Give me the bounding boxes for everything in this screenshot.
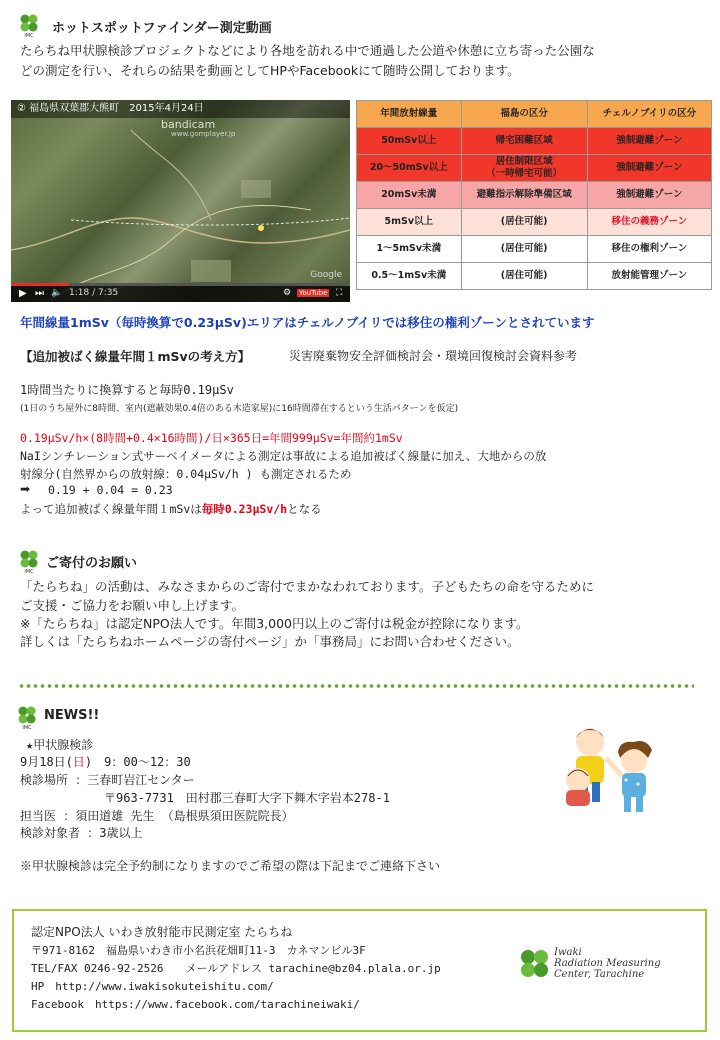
chernobyl-cell: 強制避難ゾーン <box>587 182 711 209</box>
concept-conclusion <box>20 501 322 517</box>
hotspot-desc-2: どの測定を行い、それらの結果を動画としてHPやFacebookにて随時公開しております。 <box>20 63 520 78</box>
fukushima-cell: 帰宅困難区域 <box>461 128 587 155</box>
conclusion-post: となる <box>287 502 322 516</box>
video-player[interactable] <box>11 100 350 302</box>
concept-formula: 0.19μSv/h×(8時間+0.4×16時間)/日×365日=年間999μSv=年間約1mSv <box>20 431 403 445</box>
table-header: 福島の区分 <box>461 101 587 128</box>
children-illustration <box>556 718 668 818</box>
table-row <box>357 236 712 263</box>
dose-cell: 5mSv以上 <box>357 209 462 236</box>
donation-line-1: 「たらちね」の活動は、みなさまからのご寄付でまかなわれております。子どもたちの命を守るために <box>20 579 595 594</box>
fullscreen-icon[interactable]: ⛶ <box>336 288 343 298</box>
news-heading: ★甲状腺検診 <box>26 738 94 752</box>
concept-line-1: 1時間当たりに換算すると毎時0.19μSv <box>20 383 234 397</box>
volume-icon[interactable]: 🔈 <box>51 288 63 298</box>
footer-org: 認定NPO法人 いわき放射能市民測定室 たらちね <box>31 925 293 939</box>
dose-cell: 50mSv以上 <box>357 128 462 155</box>
footer-address: 〒971-8162 福島県いわき市小名浜花畑町11-3 カネマンビル3F <box>31 944 366 957</box>
play-icon[interactable]: ▶ <box>19 288 27 299</box>
footer-tel-email[interactable]: TEL/FAX 0246-92-2526 メールアドレス tarachine@bz04.plala.or.jp <box>31 962 441 975</box>
clover-logo-icon <box>18 12 40 38</box>
dose-cell: 20mSv未満 <box>357 182 462 209</box>
chernobyl-cell: 移住の義務ゾーン <box>587 209 711 236</box>
donation-line-2: ご支援・ご協力をお願い申し上げます。 <box>20 598 245 613</box>
dose-cell: 1～5mSv未満 <box>357 236 462 263</box>
news-address: 〒963-7731 田村郡三春町大字下舞木字岩本278-1 <box>104 791 390 805</box>
donation-line-3: ※「たらちね」は認定NPO法人です。年間3,000円以上のご寄付は税金が控除になります。 <box>20 616 529 631</box>
hotspot-desc-1: たらちね甲状腺検診プロジェクトなどにより各地を訪れる中で通過した公道や休憩に立ち寄った公園な <box>20 43 595 58</box>
logo-line-2: Radiation Measuring <box>554 958 661 969</box>
news-title: NEWS!! <box>44 708 100 723</box>
clover-logo-icon <box>18 548 40 574</box>
footer-box <box>12 909 707 1032</box>
chernobyl-cell: 強制避難ゾーン <box>587 155 711 182</box>
date-day: 日 <box>72 755 85 769</box>
date-post: ) 9：00～12：30 <box>84 755 191 769</box>
concept-note: (1日のうち屋外に8時間、室内(遮蔽効果0.4倍のある木造家屋)に16時間滞在するという生活パターンを仮定) <box>20 404 459 414</box>
footer-logo-text <box>554 947 661 980</box>
news-target: 検診対象者 ：3歳以上 <box>20 826 143 840</box>
dose-cell: 0.5～1mSv未満 <box>357 263 462 290</box>
watermark: bandicam <box>161 118 216 131</box>
donation-title: ご寄付のお願い <box>46 556 138 571</box>
table-header: チェルノブイリの区分 <box>587 101 711 128</box>
concept-line-3: 射線分(自然界からの放射線：0.04μSv/h ) も測定されるため <box>20 467 352 481</box>
table-header: 年間放射線量 <box>357 101 462 128</box>
concept-line-2: NaIシンチレーション式サーベイメータによる測定は事故による追加被ばく線量に加え、大地からの放 <box>20 449 547 463</box>
clover-logo-icon <box>16 704 38 730</box>
footer-facebook-link[interactable]: Facebook https://www.facebook.com/tarachineiwaki/ <box>31 998 360 1011</box>
news-doctor: 担当医 ：須田道雄 先生 （島根県須田医院院長） <box>20 809 294 823</box>
dose-cell: 20～50mSv以上 <box>357 155 462 182</box>
fukushima-cell: (居住可能) <box>461 209 587 236</box>
table-row <box>357 209 712 236</box>
date-pre: 9月18日( <box>20 755 73 769</box>
fukushima-cell: (居住可能) <box>461 263 587 290</box>
concept-calc: 0.19 + 0.04 = 0.23 <box>48 483 173 497</box>
fukushima-cell: 居住制限区域 （一時帰宅可能） <box>461 155 587 182</box>
fukushima-cell: 避難指示解除準備区域 <box>461 182 587 209</box>
concept-source: 災害廃棄物安全評価検討会・環境回復検討会資料参考 <box>289 349 578 363</box>
video-caption: ② 福島県双葉郡大熊町 2015年4月24日 <box>11 100 350 118</box>
zone-table <box>356 100 712 290</box>
chernobyl-cell: 移住の権利ゾーン <box>587 236 711 263</box>
clover-logo-icon <box>516 947 554 981</box>
next-icon[interactable]: ⏭ <box>35 288 44 299</box>
fukushima-cell: (居住可能) <box>461 236 587 263</box>
table-row <box>357 155 712 182</box>
conclusion-pre: よって追加被ばく線量年間１mSvは <box>20 502 202 516</box>
video-time: 1:18 / 7:35 <box>69 288 119 298</box>
google-mark: Google <box>310 270 342 280</box>
dotted-divider <box>18 684 694 688</box>
donation-line-4: 詳しくは「たらちねホームページの寄付ページ」か「事務局」にお問い合わせください。 <box>20 634 520 649</box>
news-notice: ※甲状腺検診は完全予約制になりますのでご希望の際は下記までご連絡下さい <box>20 859 441 873</box>
youtube-logo[interactable]: YouTube <box>299 289 328 297</box>
svg-text:IMC: IMC <box>24 569 34 574</box>
svg-text:IMC: IMC <box>22 725 32 730</box>
blue-statement: 年間線量1mSv（毎時換算で0.23μSv)エリアはチェルノブイリでは移住の権利ゾーンとされています <box>20 315 595 330</box>
arrow-icon: ➡ <box>20 482 31 496</box>
conclusion-highlight: 毎時0.23μSv/h <box>201 502 288 516</box>
logo-line-1: Iwaki <box>554 947 582 958</box>
news-place: 検診場所 ：三春町岩江センター <box>20 773 195 787</box>
settings-icon[interactable]: ⚙ <box>283 288 292 298</box>
svg-text:IMC: IMC <box>24 33 34 38</box>
logo-line-3: Center, Tarachine <box>554 969 645 980</box>
table-header-row <box>357 101 712 128</box>
watermark-url: www.gomplayer.jp <box>171 130 236 138</box>
footer-homepage-link[interactable]: HP http://www.iwakisokuteishitu.com/ <box>31 980 274 993</box>
table-row <box>357 263 712 290</box>
news-date <box>20 753 191 770</box>
chernobyl-cell: 強制避難ゾーン <box>587 128 711 155</box>
hotspot-title: ホットスポットファインダー測定動画 <box>52 21 272 36</box>
table-row <box>357 182 712 209</box>
table-row <box>357 128 712 155</box>
concept-title: 【追加被ばく線量年間１mSvの考え方】 <box>20 349 251 364</box>
chernobyl-cell: 放射能管理ゾーン <box>587 263 711 290</box>
video-control-bar <box>11 286 350 302</box>
